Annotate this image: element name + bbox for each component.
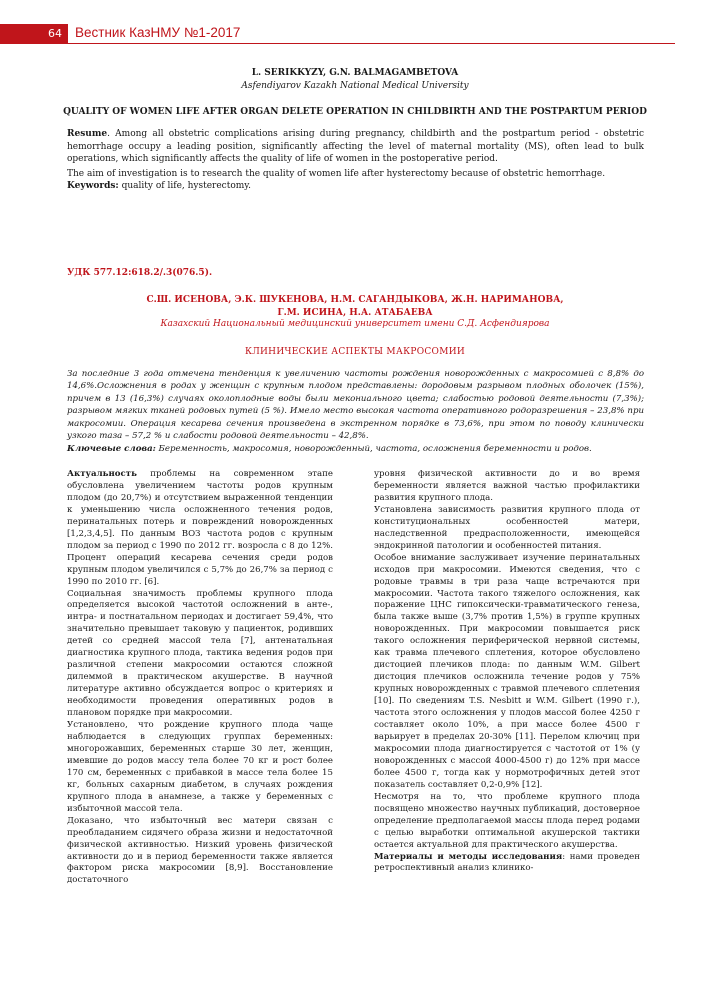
page-number: 64 xyxy=(0,24,68,44)
paragraph xyxy=(374,553,640,792)
paragraph-text: проблемы на современном этапе обусловлена увеличением частоты родов крупным плодом (до 20,7%) и отсутствием выраженной тенденции к уменьшению числа осложненного течения родов, перинатальных потерь и повреждений новорожденных [1,2,3,4,5]. По данным ВОЗ частота родов с крупным плодом за период с 1990 по 2012 гг. возросла с 8 до 12%. Процент операций кесарева сечения среди родов крупным плодом увеличился с 5,7% до 26,7% за период с 1990 по 2010 гг. [6]. xyxy=(67,469,333,587)
english-keywords xyxy=(67,180,644,193)
resume-label: Resume xyxy=(67,129,108,139)
english-title: QUALITY OF WOMEN LIFE AFTER ORGAN DELETE OPERATION IN CHILDBIRTH AND THE POSTPARTUM PERIOD xyxy=(63,107,647,117)
paragraph xyxy=(67,469,333,589)
russian-affiliation: Казахский Национальный медицинский университет имени С.Д. Асфендиярова xyxy=(160,319,550,329)
paragraph xyxy=(67,720,333,816)
russian-authors xyxy=(60,294,650,319)
keywords-text: quality of life, hysterectomy. xyxy=(118,181,252,191)
english-authors: L. SERIKKYZY, G.N. BALMAGAMBETOVA xyxy=(251,68,459,78)
paragraph xyxy=(374,469,640,505)
english-resume xyxy=(67,128,644,166)
russian-summary: За последние 3 года отмечена тенденция к увеличению частоты рождения новорожденных с макросомией с 8,8% до 14,6%.Осложнения в родах у женщин с крупным плодом представлены: дородовым разрывом плодных оболочек (15%), причем в 13 (16,3%) случаях околоплодные воды были мекониального цвета; слабостью родовой деятельности (7,3%); разрывом мягких тканей родовых путей (5 %). Имело место высокая частота оперативного родоразрешения – 23,8% при макросомии. Операция кесарева сечения произведена в экстренном порядке в 73,6%, при этом по поводу клинически узкого таза – 57,2 % и слабости родовой деятельности – 42,8%. xyxy=(67,369,644,442)
paragraph-text: Доказано, что избыточный вес матери связан с преобладанием сидячего образа жизни и недостаточной физической активностью. Низкий уровень физической активности до и в период беременности также является фактором риска макросомии [8,9]. Восстановление достаточного xyxy=(67,815,333,886)
russian-authors-line2: Г.М. ИСИНА, Н.А. АТАБАЕВА xyxy=(277,307,433,318)
russian-keywords xyxy=(67,443,644,455)
udk-code: УДК 577.12:618.2/.3(076.5). xyxy=(67,268,213,278)
journal-title: Вестник КазНМУ №1-2017 xyxy=(75,25,241,40)
paragraph-text: Установлено, что рождение крупного плода чаще наблюдается в следующих группах беременных: многорожавших, беременных старше 30 лет, женщин, имевшие до родов массу тела более 70 кг и рост более 170 см, беременных с прибавкой в массе тела более 15 кг, больных сахарным диабетом, в случаях рождения крупного плода в анамнезе, а также у беременных с избыточной массой тела. xyxy=(67,720,333,814)
paragraph-text: Социальная значимость проблемы крупного плода определяется высокой частотой осложнений в анте-, интра- и постнатальном периодах и достигает 59,4%, что значительно превышает таковую у пациенток, родивших детей со средней массой тела [7], антенатальная диагностика крупного плода, тактика ведения родов при различной степени макросомии остаются сложной дилеммой в практическом акушерстве. В научной литературе активно обсуждается вопрос о критериях и необходимости проведения оперативных родов в плановом порядке при макросомии. xyxy=(67,588,333,719)
english-aim: The aim of investigation is to research the quality of women life after hysterectomy because of obstetric hemorrhage. xyxy=(67,169,606,179)
keywords-label: Keywords: xyxy=(67,181,119,191)
paragraph-text: Несмотря на то, что проблеме крупного плода посвящено множество научных публикаций, достоверное определение предполагаемой массы плода перед родами с целью выработки оптимальной акушерской тактики остается актуальной для практического акушерства. xyxy=(374,791,640,850)
english-affiliation: Asfendiyarov Kazakh National Medical University xyxy=(241,81,469,91)
paragraph-text: : нами проведен ретроспективный анализ клинико- xyxy=(374,851,640,874)
paragraph xyxy=(374,852,640,876)
resume-text: . Among all obstetric complications arising during pregnancy, childbirth and the postpartum period - obstetric hemorrhage occupy a leading position, significantly affecting the level of maternal mortality (MS), often lead to bulk operations, which significantly affects the quality of life of women in the postoperative period. xyxy=(67,129,644,164)
body-column-right xyxy=(374,469,640,979)
paragraph xyxy=(67,816,333,888)
ru-keywords-label: Ключевые слова: xyxy=(67,444,156,454)
paragraph-text: Установлена зависимость развития крупного плода от конституциональных особенностей матери, наследственной предрасположенности, имеющейся эндокринной патологии и особенностей питания. xyxy=(374,504,640,551)
body-column-left xyxy=(67,469,333,979)
ru-keywords-text: Беременность, макросомия, новорожденный, частота, осложнения беременности и родов. xyxy=(155,444,592,454)
paragraph-text: Особое внимание заслуживает изучение перинатальных исходов при макросомии. Имеются сведения, что с родовые травмы в три раза чаще встречаются при макросомии. Частота такого тяжелого осложнения, как поражение ЦНС гипоксически-травматического генеза, была также выше (3,7% против 1,5%) в группе крупных новорожденных. При макросомии повышается риск такого осложнения периферической нервной системы, как травма плечевого сплетения, которое обусловлено дистоцией плечиков плода: по данным W.M. Gilbert дистоция плечиков осложнила течение родов у 75% крупных новорожденных с травмой плечевого сплетения [10]. По сведениям T.S. Nesbitt и W.M. Gilbert (1990 г.), частота этого осложнения у плодов массой более 4250 г составляет около 10%, а при массе более 4500 г варьирует в пределах 20-30% [11]. Перелом ключиц при макросомии плода диагностируется с частотой от 1% (у новорожденных с массой 4000-4500 г) до 12% при массе более 4500 г, тогда как у нормотрофичных детей этот показатель составляет 0,2-0,9% [12]. xyxy=(374,552,640,790)
paragraph xyxy=(67,589,333,720)
header-rule xyxy=(68,43,675,44)
russian-authors-line1: С.Ш. ИСЕНОВА, Э.К. ШУКЕНОВА, Н.М. САГАНДЫКОВА, Ж.Н. НАРИМАНОВА, xyxy=(146,295,564,305)
russian-title: КЛИНИЧЕСКИЕ АСПЕКТЫ МАКРОСОМИИ xyxy=(244,347,466,357)
paragraph xyxy=(374,792,640,852)
paragraph-lead: Актуальность xyxy=(67,469,137,479)
paragraph-lead: Материалы и методы исследования xyxy=(374,851,563,862)
page-header xyxy=(0,24,709,44)
paragraph-text: уровня физической активности до и во время беременности является важной частью профилактики развития крупного плода. xyxy=(374,469,640,503)
paragraph xyxy=(374,505,640,553)
